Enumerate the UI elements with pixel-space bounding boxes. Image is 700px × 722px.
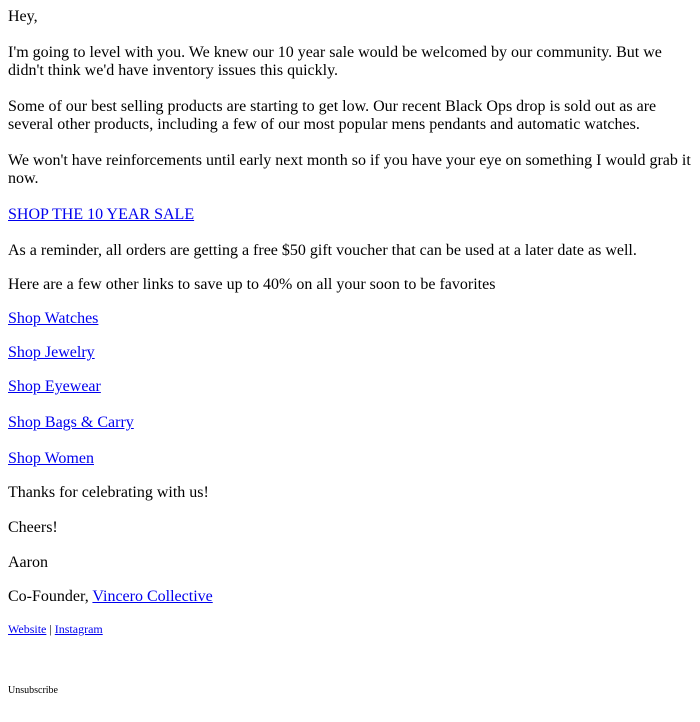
- company-link[interactable]: Vincero Collective: [92, 588, 213, 605]
- shop-eyewear-link[interactable]: Shop Eyewear: [8, 378, 101, 395]
- reminder-text: As a reminder, all orders are getting a free $50 gift voucher that can be used at a later date as well.: [8, 242, 637, 259]
- instagram-link[interactable]: Instagram: [54, 622, 103, 636]
- shop-bags-carry-link[interactable]: Shop Bags & Carry: [8, 414, 134, 431]
- website-link[interactable]: Website: [8, 622, 47, 636]
- links-intro-text: Here are a few other links to save up to 40% on all your soon to be favorites: [8, 276, 496, 293]
- greeting: Hey,: [8, 8, 38, 25]
- footer-separator: |: [49, 622, 52, 636]
- shop-jewelry-item: [8, 344, 696, 362]
- shop-sale-link[interactable]: SHOP THE 10 YEAR SALE: [8, 206, 195, 223]
- unsubscribe-link[interactable]: Unsubscribe: [8, 685, 58, 696]
- shop-women-item: [8, 450, 696, 468]
- signature-name: Aaron: [8, 554, 48, 571]
- shop-eyewear-item: [8, 378, 696, 396]
- footer-links: [8, 622, 696, 636]
- shop-jewelry-link[interactable]: Shop Jewelry: [8, 344, 95, 361]
- thanks-text: Thanks for celebrating with us!: [8, 484, 209, 501]
- paragraph-inventory: I'm going to level with you. We knew our 10 year sale would be welcomed by our community. But we didn't think we'd have inventory issues this quickly.: [8, 44, 662, 79]
- shop-bags-item: [8, 414, 696, 432]
- signature-title: [8, 588, 696, 606]
- paragraph-restock: We won't have reinforcements until early next month so if you have your eye on something I would grab it now.: [8, 152, 691, 187]
- shop-women-link[interactable]: Shop Women: [8, 450, 94, 467]
- cta-paragraph: [8, 206, 696, 224]
- title-prefix: Co-Founder,: [8, 588, 89, 605]
- signoff-text: Cheers!: [8, 519, 58, 536]
- unsubscribe-item: [8, 685, 696, 697]
- paragraph-low-stock: Some of our best selling products are starting to get low. Our recent Black Ops drop is sold out as are several other products, including a few of our most popular mens pendants and automatic watches.: [8, 98, 657, 133]
- shop-watches-link[interactable]: Shop Watches: [8, 310, 99, 327]
- shop-watches-item: [8, 310, 696, 328]
